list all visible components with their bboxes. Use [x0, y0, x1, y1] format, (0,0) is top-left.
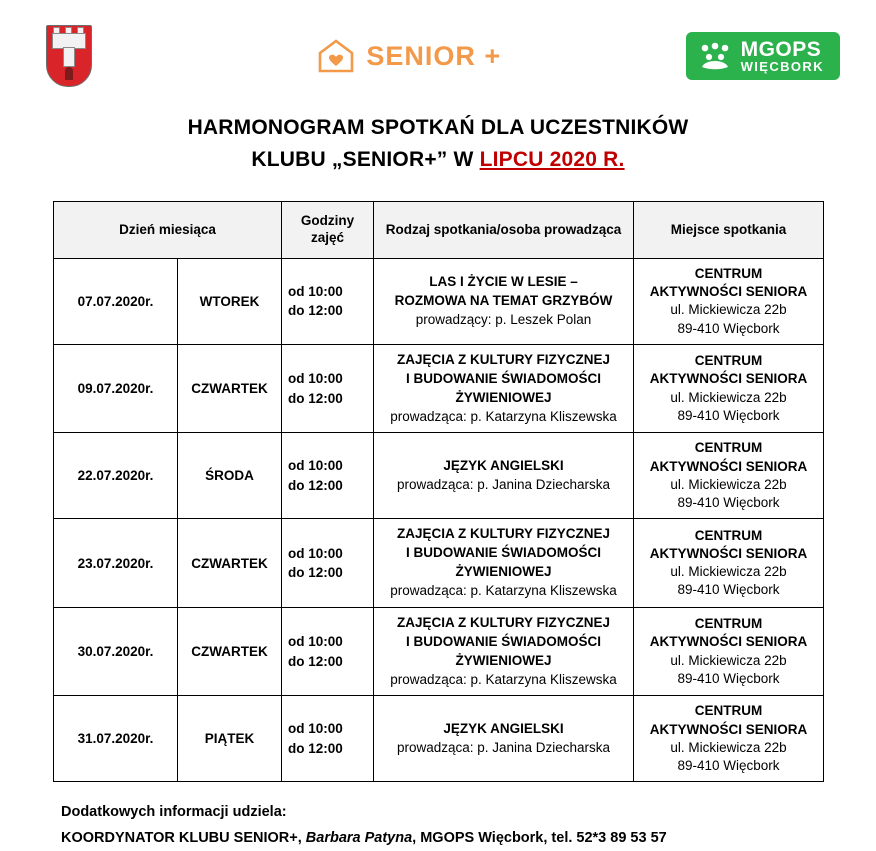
- cell-place-line-4: 89-410 Więcbork: [677, 495, 780, 511]
- cell-place-line-4: 89-410 Więcbork: [677, 758, 780, 774]
- cell-kind-line-1: JĘZYK ANGIELSKI: [443, 457, 564, 473]
- table-row: [54, 259, 824, 345]
- cell-place: [634, 344, 824, 433]
- cell-hours-from: od 10:00: [288, 721, 343, 737]
- cell-place-line-2: AKTYWNOŚCI SENIORA: [649, 721, 808, 737]
- cell-place-line-2: AKTYWNOŚCI SENIORA: [649, 458, 808, 474]
- schedule-table: [53, 201, 824, 782]
- cell-place: [634, 607, 824, 696]
- house-heart-icon: [316, 37, 356, 75]
- cell-hours-from: od 10:00: [288, 283, 343, 299]
- cell-place-line-2: AKTYWNOŚCI SENIORA: [649, 371, 808, 387]
- people-group-icon: [698, 41, 732, 71]
- cell-date: 23.07.2020r.: [54, 519, 178, 608]
- cell-date: 22.07.2020r.: [54, 433, 178, 519]
- cell-hours-to: do 12:00: [288, 565, 343, 581]
- cell-place-line-4: 89-410 Więcbork: [677, 670, 780, 686]
- cell-place-line-3: ul. Mickiewicza 22b: [670, 652, 787, 668]
- cell-weekday: WTOREK: [178, 259, 282, 345]
- cell-hours-from: od 10:00: [288, 458, 343, 474]
- cell-hours: [282, 344, 374, 433]
- title-month-highlight: LIPCU 2020 R.: [479, 147, 625, 171]
- table-row: [54, 607, 824, 696]
- mgops-logo-text: [741, 39, 824, 74]
- column-header-place: Miejsce spotkania: [634, 202, 824, 259]
- title-line-1: HARMONOGRAM SPOTKAŃ DLA UCZESTNIKÓW: [187, 116, 689, 139]
- cell-place-line-3: ul. Mickiewicza 22b: [670, 302, 787, 318]
- cell-hours-from: od 10:00: [288, 371, 343, 387]
- cell-place-line-3: ul. Mickiewicza 22b: [670, 389, 787, 405]
- footer-coordinator-label: KOORDYNATOR KLUBU SENIOR+,: [61, 829, 306, 846]
- cell-kind-leader: prowadzący: p. Leszek Polan: [415, 311, 592, 327]
- cell-place-line-4: 89-410 Więcbork: [677, 320, 780, 336]
- cell-place: [634, 519, 824, 608]
- footer-line-1: Dodatkowych informacji udziela:: [61, 804, 287, 821]
- column-header-hours-line-1: Godziny: [300, 213, 355, 229]
- footer-line-2: [61, 826, 833, 851]
- cell-kind-leader: prowadząca: p. Janina Dziecharska: [396, 476, 611, 492]
- cell-place-line-1: CENTRUM: [694, 527, 763, 543]
- cell-place-line-1: CENTRUM: [694, 616, 763, 632]
- cell-hours-to: do 12:00: [288, 303, 343, 319]
- cell-kind-line-1: ZAJĘCIA Z KULTURY FIZYCZNEJ: [396, 351, 610, 367]
- cell-kind-line-1: JĘZYK ANGIELSKI: [443, 720, 564, 736]
- footer-contact-details: , MGOPS Więcbork, tel. 52*3 89 53 57: [412, 829, 667, 846]
- cell-place-line-1: CENTRUM: [694, 703, 763, 719]
- cell-weekday: CZWARTEK: [178, 519, 282, 608]
- cell-kind-line-2: ROZMOWA NA TEMAT GRZYBÓW: [394, 292, 613, 308]
- table-row: [54, 696, 824, 782]
- cell-place-line-2: AKTYWNOŚCI SENIORA: [649, 634, 808, 650]
- column-header-date: Dzień miesiąca: [54, 202, 282, 259]
- page-header: [0, 0, 876, 100]
- cell-kind: [374, 433, 634, 519]
- cell-kind: [374, 696, 634, 782]
- cell-hours-from: od 10:00: [288, 545, 343, 561]
- mgops-logo: [686, 32, 840, 81]
- cell-place-line-3: ul. Mickiewicza 22b: [670, 564, 787, 580]
- cell-place-line-1: CENTRUM: [694, 440, 763, 456]
- cell-kind: [374, 607, 634, 696]
- cell-kind: [374, 344, 634, 433]
- cell-date: 30.07.2020r.: [54, 607, 178, 696]
- title-line-2-prefix: KLUBU „SENIOR+” W: [251, 147, 480, 171]
- cell-hours: [282, 433, 374, 519]
- cell-kind-line-3: ŻYWIENIOWEJ: [455, 652, 552, 668]
- column-header-hours: [282, 202, 374, 259]
- footer-coordinator-name: Barbara Patyna: [305, 829, 413, 846]
- contact-footer: [43, 800, 833, 851]
- cell-place-line-2: AKTYWNOŚCI SENIORA: [649, 284, 808, 300]
- cell-hours-to: do 12:00: [288, 740, 343, 756]
- table-row: [54, 519, 824, 608]
- table-row: [54, 344, 824, 433]
- column-header-hours-line-2: zajęć: [310, 230, 345, 245]
- cell-hours-to: do 12:00: [288, 477, 343, 493]
- cell-hours-to: do 12:00: [288, 390, 343, 406]
- schedule-table-body: [54, 259, 824, 782]
- cell-kind-line-2: I BUDOWANIE ŚWIADOMOŚCI: [406, 370, 601, 386]
- cell-kind-leader: prowadząca: p. Katarzyna Kliszewska: [390, 671, 617, 687]
- cell-date: 09.07.2020r.: [54, 344, 178, 433]
- cell-place-line-4: 89-410 Więcbork: [677, 407, 780, 423]
- mgops-line-1: MGOPS: [740, 37, 822, 61]
- cell-kind: [374, 259, 634, 345]
- cell-kind-leader: prowadząca: p. Katarzyna Kliszewska: [390, 582, 617, 598]
- cell-hours: [282, 696, 374, 782]
- cell-date: 07.07.2020r.: [54, 259, 178, 345]
- cell-place: [634, 433, 824, 519]
- cell-kind-line-2: I BUDOWANIE ŚWIADOMOŚCI: [406, 633, 601, 649]
- senior-plus-logo-text: SENIOR +: [366, 40, 502, 71]
- title-line-2: [0, 144, 876, 176]
- cell-hours: [282, 259, 374, 345]
- cell-kind-line-2: I BUDOWANIE ŚWIADOMOŚCI: [406, 545, 601, 561]
- cell-place-line-1: CENTRUM: [694, 353, 763, 369]
- senior-plus-logo: [316, 37, 501, 75]
- cell-date: 31.07.2020r.: [54, 696, 178, 782]
- column-header-kind: Rodzaj spotkania/osoba prowadząca: [374, 202, 634, 259]
- cell-kind-line-1: ZAJĘCIA Z KULTURY FIZYCZNEJ: [396, 614, 610, 630]
- cell-place: [634, 259, 824, 345]
- cell-kind-line-1: LAS I ŻYCIE W LESIE –: [429, 274, 578, 290]
- cell-hours: [282, 519, 374, 608]
- cell-kind-leader: prowadząca: p. Katarzyna Kliszewska: [390, 408, 617, 424]
- cell-hours-to: do 12:00: [288, 653, 343, 669]
- cell-place-line-2: AKTYWNOŚCI SENIORA: [649, 545, 808, 561]
- table-row: [54, 433, 824, 519]
- schedule-table-wrapper: [53, 201, 823, 782]
- cell-place-line-3: ul. Mickiewicza 22b: [670, 739, 787, 755]
- wiecbork-coat-of-arms-icon: [46, 25, 92, 87]
- cell-place-line-1: CENTRUM: [694, 266, 763, 281]
- cell-kind-line-3: ŻYWIENIOWEJ: [455, 564, 552, 580]
- cell-place-line-4: 89-410 Więcbork: [677, 582, 780, 598]
- cell-kind-line-3: ŻYWIENIOWEJ: [455, 389, 552, 405]
- cell-place-line-3: ul. Mickiewicza 22b: [670, 476, 787, 492]
- cell-weekday: PIĄTEK: [178, 696, 282, 782]
- cell-kind-leader: prowadząca: p. Janina Dziecharska: [396, 739, 611, 755]
- cell-hours-from: od 10:00: [288, 634, 343, 650]
- cell-kind: [374, 519, 634, 608]
- mgops-line-2: WIĘCBORK: [740, 59, 824, 75]
- cell-kind-line-1: ZAJĘCIA Z KULTURY FIZYCZNEJ: [396, 526, 610, 542]
- cell-weekday: CZWARTEK: [178, 344, 282, 433]
- cell-place: [634, 696, 824, 782]
- page-title: [0, 112, 876, 175]
- cell-weekday: CZWARTEK: [178, 607, 282, 696]
- cell-hours: [282, 607, 374, 696]
- cell-weekday: ŚRODA: [178, 433, 282, 519]
- table-header-row: [54, 202, 824, 259]
